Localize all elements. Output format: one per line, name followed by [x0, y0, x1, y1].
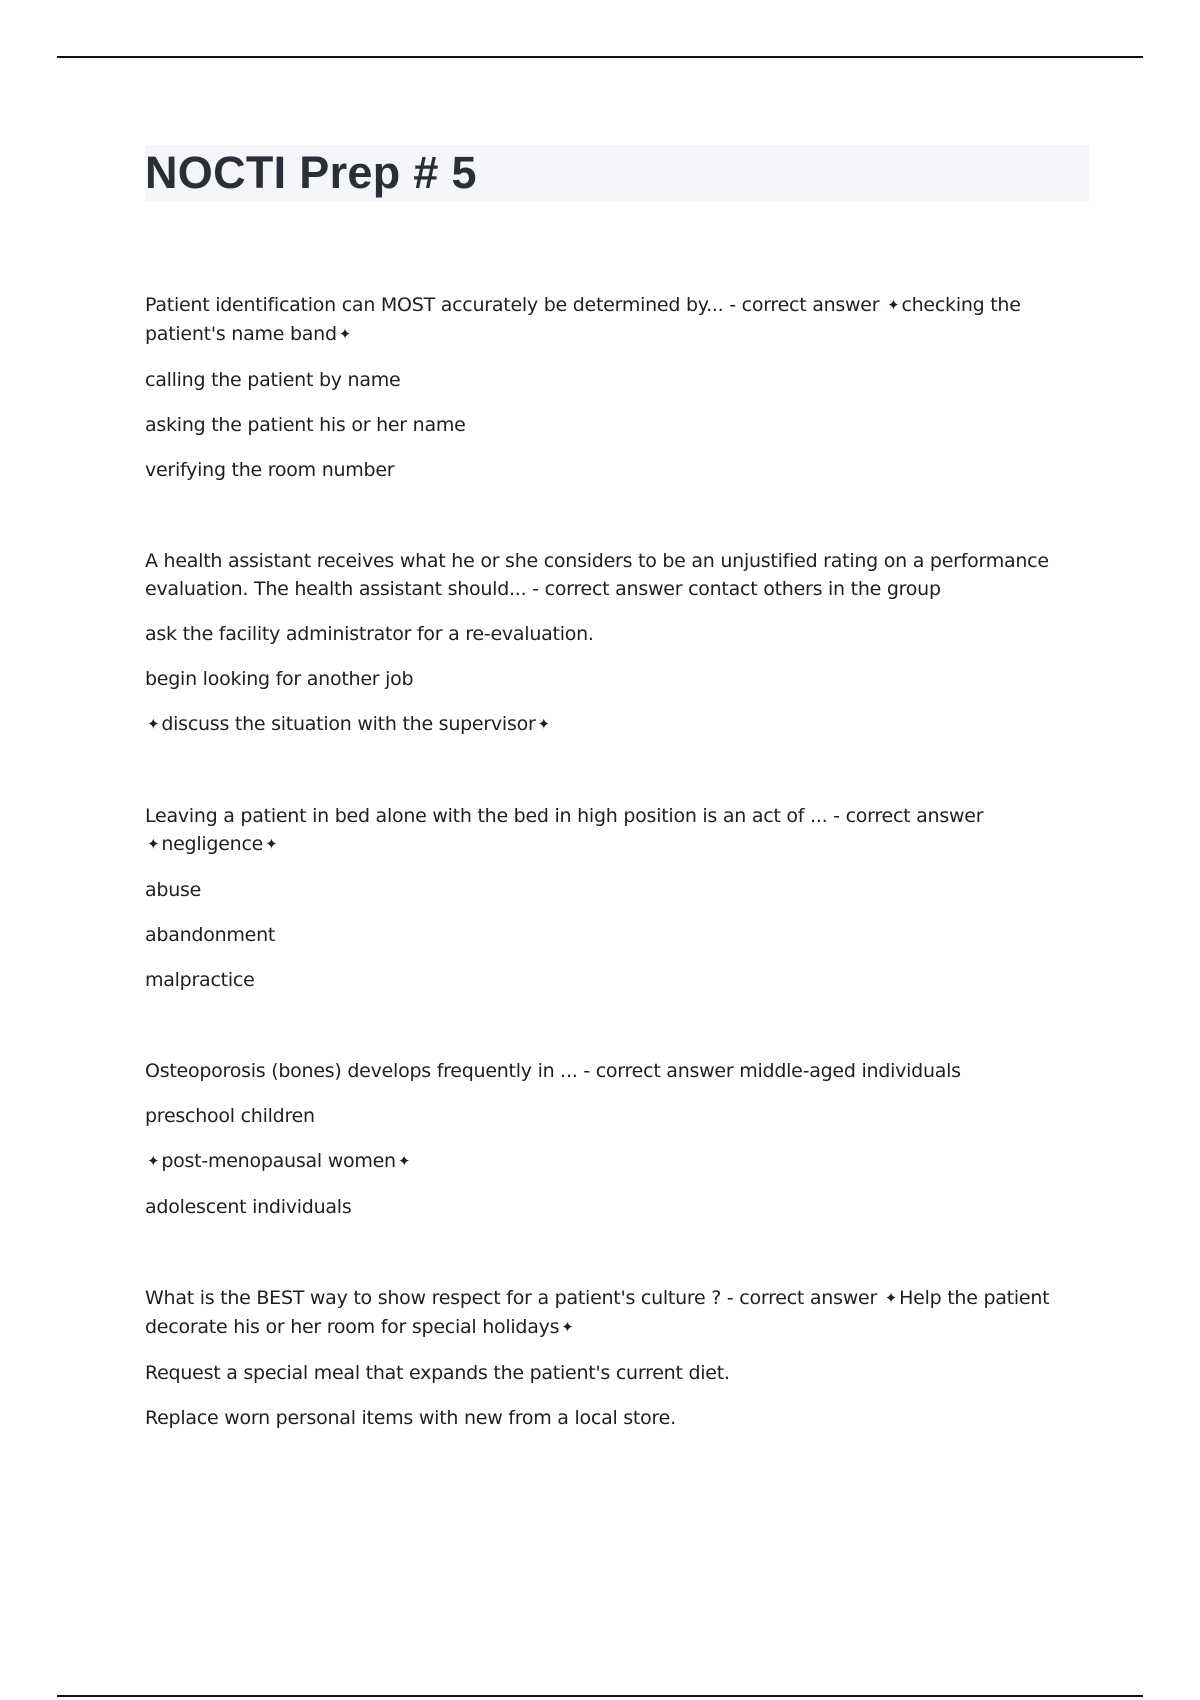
document-title: NOCTI Prep # 5 — [145, 147, 477, 198]
answer-text: post-menopausal women — [161, 1150, 396, 1172]
qa-item — [145, 547, 1090, 739]
correct-star-icon: ✦ — [887, 296, 900, 314]
answer-text: middle-aged individuals — [739, 1060, 961, 1082]
correct-star-icon: ✦ — [884, 1289, 898, 1307]
answer-option: preschool children — [145, 1105, 315, 1127]
answer-option: verifying the room number — [145, 459, 395, 481]
answer-option: asking the patient his or her name — [145, 414, 466, 436]
correct-star-icon: ✦ — [265, 835, 278, 853]
answer-text: checking the patient's name band — [145, 294, 1021, 345]
answer-option: Replace worn personal items with new from a local store. — [145, 1407, 676, 1429]
correct-star-icon: ✦ — [537, 715, 550, 733]
answer-text: Help the patient decorate his or her room for special holidays — [145, 1287, 1050, 1338]
qa-item — [145, 802, 1090, 994]
question-text: What is the BEST way to show respect for a patient's culture ? - correct answer — [145, 1287, 883, 1309]
correct-star-icon: ✦ — [338, 325, 352, 343]
question-text: Patient identification can MOST accurately be determined by... - correct answer — [145, 294, 886, 316]
correct-star-icon: ✦ — [147, 1152, 160, 1170]
question-text: A health assistant receives what he or she considers to be an unjustified rating on a performance evaluation. The health assistant should... - correct answer — [145, 550, 1049, 600]
qa-item — [145, 1284, 1090, 1432]
correct-star-icon: ✦ — [397, 1152, 411, 1170]
question-line — [145, 291, 1090, 349]
top-divider — [57, 56, 1143, 58]
answer-option: calling the patient by name — [145, 369, 401, 391]
answer-option — [145, 710, 1090, 739]
answer-option — [145, 1147, 1090, 1176]
correct-star-icon: ✦ — [561, 1318, 574, 1336]
answer-text: negligence — [161, 833, 264, 855]
answer-option: Request a special meal that expands the patient's current diet. — [145, 1362, 730, 1384]
question-line — [145, 1057, 1090, 1085]
answer-text: discuss the situation with the supervisor — [161, 713, 536, 735]
question-line — [145, 1284, 1090, 1342]
qa-item — [145, 291, 1090, 484]
question-line — [145, 802, 1090, 859]
bottom-divider — [57, 1695, 1143, 1697]
answer-option: begin looking for another job — [145, 668, 414, 690]
correct-star-icon: ✦ — [147, 835, 160, 853]
answer-option: malpractice — [145, 969, 255, 991]
qa-item — [145, 1057, 1090, 1221]
qa-list — [145, 291, 1090, 1495]
answer-option: ask the facility administrator for a re-evaluation. — [145, 623, 594, 645]
question-text: Leaving a patient in bed alone with the bed in high position is an act of ... - correct answer — [145, 805, 984, 827]
answer-text: contact others in the group — [688, 578, 941, 600]
answer-option: adolescent individuals — [145, 1196, 352, 1218]
answer-option: abuse — [145, 879, 202, 901]
question-text: Osteoporosis (bones) develops frequently in ... - correct answer — [145, 1060, 740, 1082]
correct-star-icon: ✦ — [147, 715, 160, 733]
answer-option: abandonment — [145, 924, 276, 946]
question-line — [145, 547, 1090, 603]
